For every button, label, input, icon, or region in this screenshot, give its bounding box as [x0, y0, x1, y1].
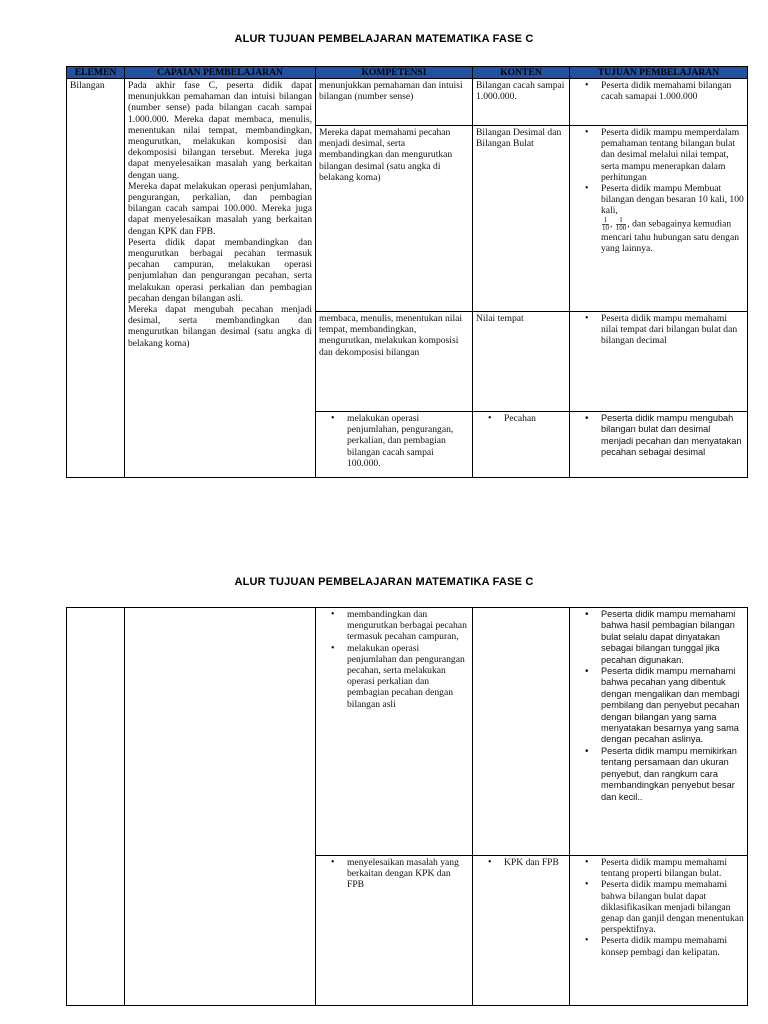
cell-capaian [125, 79, 316, 478]
atp-table-2 [66, 607, 748, 1006]
cell-tujuan [570, 412, 748, 478]
list-item: • KPK dan FPB [504, 857, 566, 868]
cell-konten [473, 608, 570, 856]
list-item: • membandingkan dan mengurutkan berbagai pecahan termasuk pecahan campuran, [347, 609, 469, 643]
cell-konten [473, 412, 570, 478]
cell-tujuan [570, 126, 748, 312]
capaian-paragraph: Mereka dapat mengubah pecahan menjadi desimal, serta membandingkan dan mengurutkan bilangan desimal (satu angka di belakang koma) [128, 304, 312, 349]
list-item: • Peserta didik mampu Membuat bilangan dengan besaran 10 kali, 100 kali, $\frac{1}{10}$ , $\frac{1}{100}$ , dan sebagainya kemudian mencari tahu hubungan satu dengan yang lainnya. [601, 183, 744, 254]
cell-capaian [125, 608, 316, 1006]
cell-konten: Bilangan cacah sampai 1.000.000. [473, 79, 570, 126]
atp-table-1 [66, 66, 748, 478]
list-item: • Peserta didik mampu memahami tentang properti bilangan bulat. [601, 857, 744, 879]
list-item: • Peserta didik mampu memahami bahwa bilangan bulat dapat diklasifikasikan menjadi bilangan genap dan ganjil dengan menentukan perspektifnya. [601, 879, 744, 935]
cell-konten: Nilai tempat [473, 312, 570, 412]
page-title: ALUR TUJUAN PEMBELAJARAN MATEMATIKA FASE C [234, 33, 534, 45]
page-title: ALUR TUJUAN PEMBELAJARAN MATEMATIKA FASE C [234, 576, 534, 588]
list-item: • Peserta didik mampu memahami nilai tempat dari bilangan bulat dan bilangan decimal [601, 313, 744, 347]
cell-tujuan [570, 856, 748, 1006]
list-item: • melakukan operasi penjumlahan dan pengurangan pecahan, serta melakukan operasi perkalian dan pembagian pecahan dengan bilangan asli [347, 643, 469, 710]
list-item: • Peserta didik memahami bilangan cacah samapai 1.000.000 [601, 80, 744, 102]
list-item-text: Peserta didik mampu Membuat bilangan dengan besaran 10 kali, 100 kali, [601, 183, 744, 217]
header-tujuan: TUJUAN PEMBELAJARAN [570, 67, 748, 79]
list-item: • Peserta didik mampu memahami bahwa hasil pembagian bilangan bulat selalu dapat dinyatakan sebagai bilangan tunggal jika pecahan digunakan. [601, 609, 744, 666]
cell-tujuan [570, 608, 748, 856]
cell-tujuan [570, 79, 748, 126]
fraction: $\frac{1}{100}$ [615, 215, 627, 232]
table-row [67, 79, 748, 126]
list-item: • menyelesaikan masalah yang berkaitan dengan KPK dan FPB [347, 857, 469, 891]
cell-kompetensi: Mereka dapat memahami pecahan menjadi desimal, serta membandingkan dan mengurutkan bilangan desimal (satu angka di belakang koma) [316, 126, 473, 312]
cell-kompetensi [316, 856, 473, 1006]
capaian-paragraph: Pada akhir fase C, peserta didik dapat menunjukkan pemahaman dan intuisi bilangan (number sense) pada bilangan cacah sampai 1.000.000. Mereka dapat membaca, menulis, menentukan nilai tempat, membandingkan, mengurutkan, melakukan komposisi dan dekomposisi bilangan tersebut. Mereka juga dapat menyelesaikan masalah yang berkaitan dengan uang. [128, 80, 312, 181]
list-item: • Peserta didik mampu memahami konsep pembagi dan kelipatan. [601, 935, 744, 957]
header-konten: KONTEN [473, 67, 570, 79]
cell-kompetensi: membaca, menulis, menentukan nilai tempat, membandingkan, mengurutkan, melakukan komposisi dan dekomposisi bilangan [316, 312, 473, 412]
list-item: • Pecahan [504, 413, 566, 424]
header-capaian: CAPAIAN PEMBELAJARAN [125, 67, 316, 79]
cell-konten [473, 856, 570, 1006]
cell-kompetensi: menunjukkan pemahaman dan intuisi bilangan (number sense) [316, 79, 473, 126]
list-item: • Peserta didik mampu memahami bahwa pecahan yang dibentuk dengan mengalikan dan membagi pembilang dan penyebut pecahan dengan bilangan yang sama menyatakan besarnya yang sama dengan pecahan aslinya. [601, 666, 744, 746]
table-header-row [67, 67, 748, 79]
capaian-paragraph: Peserta didik dapat membandingkan dan mengurutkan berbagai pecahan termasuk pecahan campuran, melakukan operasi penjumlahan dan pengurangan pecahan, serta melakukan operasi perkalian dan pembagian pecahan dengan bilangan asli. [128, 236, 312, 304]
cell-kompetensi [316, 412, 473, 478]
cell-konten: Bilangan Desimal dan Bilangan Bulat [473, 126, 570, 312]
header-elemen: ELEMEN [67, 67, 125, 79]
list-item: • Peserta didik mampu memperdalam pemahaman tentang bilangan bulat dan desimal melalui nilai tempat, serta mampu menerapkan dalam perhitungan [601, 127, 744, 183]
cell-elemen [67, 608, 125, 1006]
cell-tujuan [570, 312, 748, 412]
fraction: $\frac{1}{10}$ [602, 215, 609, 232]
table-row [67, 608, 748, 856]
cell-kompetensi [316, 608, 473, 856]
list-item: • Peserta didik mampu memikirkan tentang persamaan dan ukuran penyebut, dan rangkum cara membandingkan penyebut besar dan kecil.. [601, 746, 744, 803]
list-item: • Peserta didik mampu mengubah bilangan bulat dan desimal menjadi pecahan dan menyatakan pecahan sebagai desimal [601, 413, 744, 459]
list-item-text: , dan sebagainya kemudian mencari tahu hubungan satu dengan yang lainnya. [601, 218, 739, 254]
capaian-paragraph: Mereka dapat melakukan operasi penjumlahan, pengurangan, perkalian, dan pembagian bilangan cacah sampai 100.000. Mereka juga dapat menyelesaikan masalah yang berkaitan dengan KPK dan FPB. [128, 180, 312, 237]
header-kompetensi: KOMPETENSI [316, 67, 473, 79]
list-item: • melakukan operasi penjumlahan, pengurangan, perkalian, dan pembagian bilangan cacah sampai 100.000. [347, 413, 469, 469]
cell-elemen: Bilangan [67, 79, 125, 478]
